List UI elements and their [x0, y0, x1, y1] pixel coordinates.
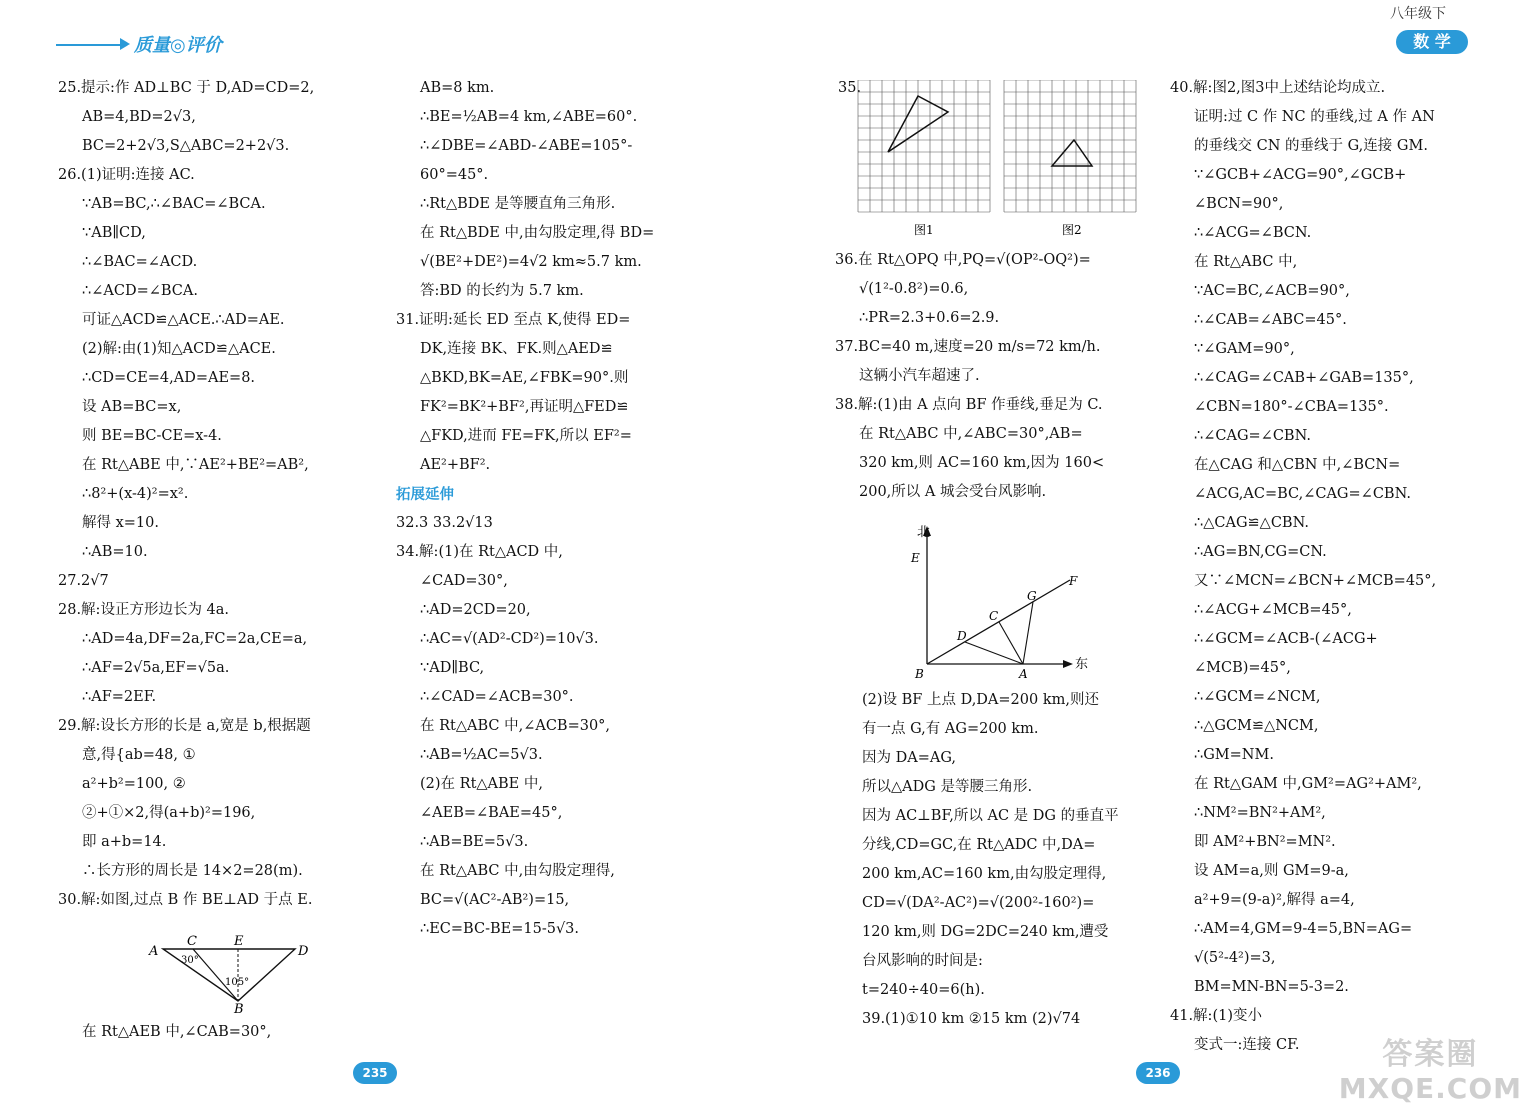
- fig30-label-e: E: [234, 934, 244, 949]
- text-line: √(BE²+DE²)=4√2 km≈5.7 km.: [420, 254, 642, 270]
- text-line: 30.解:如图,过点 B 作 BE⊥AD 于点 E.: [58, 892, 313, 908]
- text-line: (2)设 BF 上点 D,DA=200 km,则还: [862, 692, 1099, 708]
- text-line: ∴∠CAB=∠ABC=45°.: [1194, 312, 1347, 328]
- text-line: 可证△ACD≌△ACE.∴AD=AE.: [82, 312, 285, 328]
- grade-label: 八年级下: [1390, 6, 1446, 22]
- text-line: ∠CAD=30°,: [420, 573, 508, 589]
- text-line: 设 AM=a,则 GM=9-a,: [1194, 863, 1349, 879]
- text-line: 320 km,则 AC=160 km,因为 160<: [859, 455, 1105, 471]
- fig38-line-ag: [1023, 602, 1033, 664]
- text-line: 即 AM²+BN²=MN².: [1194, 834, 1336, 850]
- text-line: AB=4,BD=2√3,: [82, 109, 196, 125]
- watermark-line2: MXQE.COM: [1338, 1072, 1522, 1105]
- text-line: FK²=BK²+BF²,再证明△FED≌: [420, 399, 629, 415]
- page-number-right: 236: [1136, 1062, 1180, 1084]
- text-line: ∴∠ACG+∠MCB=45°,: [1194, 602, 1352, 618]
- text-line: 40.解:图2,图3中上述结论均成立.: [1170, 80, 1386, 96]
- text-line: ∴AF=2EF.: [82, 689, 157, 705]
- fig35-label: 35.: [838, 80, 862, 96]
- text-line: ∴AG=BN,CG=CN.: [1194, 544, 1327, 560]
- fig38-label-g: G: [1027, 589, 1037, 603]
- text-line: 60°=45°.: [420, 167, 489, 183]
- text-line: ∠MCB)=45°,: [1194, 660, 1291, 676]
- text-line: 在 Rt△ABC 中,∠ABC=30°,AB=: [859, 426, 1083, 442]
- text-line: 答:BD 的长约为 5.7 km.: [420, 283, 584, 299]
- text-line: ∵AC=BC,∠ACB=90°,: [1194, 283, 1350, 299]
- text-line: 因为 AC⊥BF,所以 AC 是 DG 的垂直平: [862, 808, 1119, 824]
- fig38-label-north: 北: [917, 525, 931, 540]
- text-line: 29.解:设长方形的长是 a,宽是 b,根据题: [58, 718, 311, 734]
- text-line: ∴AC=√(AD²-CD²)=10√3.: [420, 631, 599, 647]
- figure-30: [145, 933, 310, 1015]
- fig30-label-d: D: [298, 944, 309, 959]
- left-column-1: [58, 74, 378, 915]
- text-line: 在 Rt△ABC 中,由勾股定理得,: [420, 863, 615, 879]
- text-line: ∵AB∥CD,: [82, 225, 146, 241]
- text-line: 36.在 Rt△OPQ 中,PQ=√(OP²-OQ²)=: [835, 252, 1091, 268]
- fig30-label-a: A: [149, 944, 159, 959]
- fig30-label-b: B: [234, 1002, 244, 1015]
- text-line: ∴∠ACG=∠BCN.: [1194, 225, 1312, 241]
- text-line: 38.解:(1)由 A 点向 BF 作垂线,垂足为 C.: [835, 397, 1103, 413]
- text-line: ∴PR=2.3+0.6=2.9.: [859, 310, 1000, 326]
- text-line: ∴EC=BC-BE=15-5√3.: [420, 921, 580, 937]
- text-line: 在 Rt△ABC 中,: [1194, 254, 1298, 270]
- fig38-label-f: F: [1069, 574, 1078, 588]
- text-line: ∴AB=10.: [82, 544, 148, 560]
- text-line: 分线,CD=GC,在 Rt△ADC 中,DA=: [862, 837, 1096, 853]
- text-line: 31.证明:延长 ED 至点 K,使得 ED=: [396, 312, 631, 328]
- text-line: 25.提示:作 AD⊥BC 于 D,AD=CD=2,: [58, 80, 315, 96]
- text-line: ∴Rt△BDE 是等腰直角三角形.: [420, 196, 616, 212]
- text-line: 200,所以 A 城会受台风影响.: [859, 484, 1047, 500]
- left-page-header: [56, 28, 256, 58]
- text-line: CD=√(DA²-AC²)=√(200²-160²)=: [862, 895, 1095, 911]
- text-line: √(1²-0.8²)=0.6,: [859, 281, 969, 297]
- text-line: 变式一:连接 CF.: [1194, 1037, 1300, 1053]
- text-line: ∴AB=½AC=5√3.: [420, 747, 543, 763]
- text-line: a²+b²=100, ②: [82, 776, 186, 792]
- right-column-1b: [862, 686, 1162, 1034]
- text-line: BC=√(AC²-AB²)=15,: [420, 892, 570, 908]
- text-line: 32.3 33.2√13: [396, 515, 493, 531]
- fig38-label-a: A: [1019, 667, 1028, 681]
- text-line: 因为 DA=AG,: [862, 750, 957, 766]
- fig35-triangle-2: [1052, 140, 1092, 166]
- text-line: ∠CBN=180°-∠CBA=135°.: [1194, 399, 1389, 415]
- text-line: △BKD,BK=AE,∠FBK=90°.则: [420, 370, 629, 386]
- text-line: ∴∠CAG=∠CAB+∠GAB=135°,: [1194, 370, 1414, 386]
- text-line: ∴BE=½AB=4 km,∠ABE=60°.: [420, 109, 638, 125]
- text-line: 又∵∠MCN=∠BCN+∠MCB=45°,: [1194, 573, 1437, 589]
- text-line: 这辆小汽车超速了.: [859, 368, 980, 384]
- text-line: (2)在 Rt△ABE 中,: [420, 776, 543, 792]
- text-line: BM=MN-BN=5-3=2.: [1194, 979, 1349, 995]
- book-title: 质量◎评价: [134, 35, 222, 56]
- text-line: ∴AB=BE=5√3.: [420, 834, 529, 850]
- header-line: [56, 44, 126, 46]
- text-line: ∴NM²=BN²+AM²,: [1194, 805, 1326, 821]
- text-line: ∵∠GAM=90°,: [1194, 341, 1295, 357]
- text-line: 27.2√7: [58, 573, 109, 589]
- text-line: 200 km,AC=160 km,由勾股定理得,: [862, 866, 1107, 882]
- text-line: ∴AF=2√5a,EF=√5a.: [82, 660, 230, 676]
- text-line: 即 a+b=14.: [82, 834, 167, 850]
- col1-tail: 在 Rt△AEB 中,∠CAB=30°,: [82, 1024, 272, 1040]
- text-line: ∴∠BAC=∠ACD.: [82, 254, 198, 270]
- text-line: ∴AD=2CD=20,: [420, 602, 531, 618]
- watermark: [1339, 1038, 1522, 1106]
- text-line: 解得 x=10.: [82, 515, 159, 531]
- text-line: ∴∠CAD=∠ACB=30°.: [420, 689, 574, 705]
- text-line: ∴∠GCM=∠ACB-(∠ACG+: [1194, 631, 1378, 647]
- text-line: ∴长方形的周长是 14×2=28(m).: [82, 863, 303, 879]
- text-line: t=240÷40=6(h).: [862, 982, 985, 998]
- text-line: 有一点 G,有 AG=200 km.: [862, 721, 1039, 737]
- text-line: 在 Rt△GAM 中,GM²=AG²+AM²,: [1194, 776, 1422, 792]
- fig30-angle-105: 105°: [225, 977, 250, 988]
- text-line: ∴△CAG≌△CBN.: [1194, 515, 1309, 531]
- text-line: ∴CD=CE=4,AD=AE=8.: [82, 370, 256, 386]
- text-line: ∠AEB=∠BAE=45°,: [420, 805, 563, 821]
- text-line: ∴GM=NM.: [1194, 747, 1274, 763]
- text-line: 26.(1)证明:连接 AC.: [58, 167, 195, 183]
- fig35-caption: 图2: [1062, 223, 1082, 237]
- text-line: 证明:过 C 作 NC 的垂线,过 A 作 AN: [1194, 109, 1435, 125]
- page-number-left: 235: [353, 1062, 397, 1084]
- fig38-label-east: 东: [1075, 657, 1089, 672]
- text-line: ∵AD∥BC,: [420, 660, 485, 676]
- fig35-caption: 图1: [914, 223, 934, 237]
- text-line: △FKD,进而 FE=FK,所以 EF²=: [420, 428, 632, 444]
- figure-35: [856, 80, 1138, 240]
- text-line: 28.解:设正方形边长为 4a.: [58, 602, 230, 618]
- text-line: 39.(1)①10 km ②15 km (2)√74: [862, 1011, 1081, 1027]
- text-line: 在 Rt△ABC 中,∠ACB=30°,: [420, 718, 611, 734]
- text-line: 41.解:(1)变小: [1170, 1008, 1262, 1024]
- text-line: 34.解:(1)在 Rt△ACD 中,: [396, 544, 563, 560]
- text-line: 则 BE=BC-CE=x-4.: [82, 428, 222, 444]
- text-line: (2)解:由(1)知△ACD≌△ACE.: [82, 341, 276, 357]
- text-line: ∴AD=4a,DF=2a,FC=2a,CE=a,: [82, 631, 308, 647]
- subject-badge: 数 学: [1396, 30, 1468, 54]
- text-line: ∴∠ACD=∠BCA.: [82, 283, 198, 299]
- right-column-2: [1170, 74, 1490, 1060]
- text-line: ∴△GCM≌△NCM,: [1194, 718, 1319, 734]
- fig38-line-ac: [999, 622, 1023, 664]
- fig38-label-d: D: [957, 629, 967, 643]
- left-column-2: [396, 74, 716, 944]
- text-line: ∵∠GCB+∠ACG=90°,∠GCB+: [1194, 167, 1407, 183]
- text-line: BC=2+2√3,S△ABC=2+2√3.: [82, 138, 290, 154]
- section-heading: 拓展延伸: [396, 486, 454, 503]
- fig30-label-c: C: [187, 934, 197, 949]
- text-line: ∵AB=BC,∴∠BAC=∠BCA.: [82, 196, 266, 212]
- text-line: ∴8²+(x-4)²=x².: [82, 486, 189, 502]
- text-line: ∴AM=4,GM=9-4=5,BN=AG=: [1194, 921, 1413, 937]
- text-line: 的垂线交 CN 的垂线于 G,连接 GM.: [1194, 138, 1428, 154]
- header-arrow-icon: [120, 38, 130, 50]
- text-line: 意,得{ab=48, ①: [82, 747, 196, 763]
- watermark-line1: 答案圈: [1382, 1037, 1479, 1072]
- text-line: 所以△ADG 是等腰三角形.: [862, 779, 1033, 795]
- text-line: AB=8 km.: [420, 80, 495, 96]
- fig30-angle-30: 30°: [181, 955, 199, 966]
- text-line: ∴∠DBE=∠ABD-∠ABE=105°-: [420, 138, 633, 154]
- text-line: 在△CAG 和△CBN 中,∠BCN=: [1194, 457, 1401, 473]
- text-line: 在 Rt△BDE 中,由勾股定理,得 BD=: [420, 225, 655, 241]
- text-line: AE²+BF².: [420, 457, 491, 473]
- fig38-label-c: C: [989, 609, 999, 623]
- fig38-line-bf: [927, 580, 1070, 664]
- text-line: ∴∠CAG=∠CBN.: [1194, 428, 1311, 444]
- figure-38: [905, 522, 1095, 682]
- text-line: 在 Rt△ABE 中,∵AE²+BE²=AB²,: [82, 457, 309, 473]
- text-line: ②+①×2,得(a+b)²=196,: [82, 805, 256, 821]
- text-line: 120 km,则 DG=2DC=240 km,遭受: [862, 924, 1109, 940]
- text-line: 台风影响的时间是:: [862, 953, 983, 969]
- text-line: ∠ACG,AC=BC,∠CAG=∠CBN.: [1194, 486, 1411, 502]
- right-column-1: [835, 246, 1155, 507]
- text-line: a²+9=(9-a)²,解得 a=4,: [1194, 892, 1355, 908]
- fig38-label-b: B: [915, 667, 924, 681]
- text-line: 设 AB=BC=x,: [82, 399, 182, 415]
- fig38-label-e: E: [911, 551, 920, 565]
- text-line: √(5²-4²)=3,: [1194, 950, 1276, 966]
- fig38-line-ad: [965, 642, 1023, 664]
- text-line: DK,连接 BK、FK.则△AED≌: [420, 341, 613, 357]
- text-line: 37.BC=40 m,速度=20 m/s=72 km/h.: [835, 339, 1101, 355]
- text-line: ∠BCN=90°,: [1194, 196, 1284, 212]
- text-line: ∴∠GCM=∠NCM,: [1194, 689, 1321, 705]
